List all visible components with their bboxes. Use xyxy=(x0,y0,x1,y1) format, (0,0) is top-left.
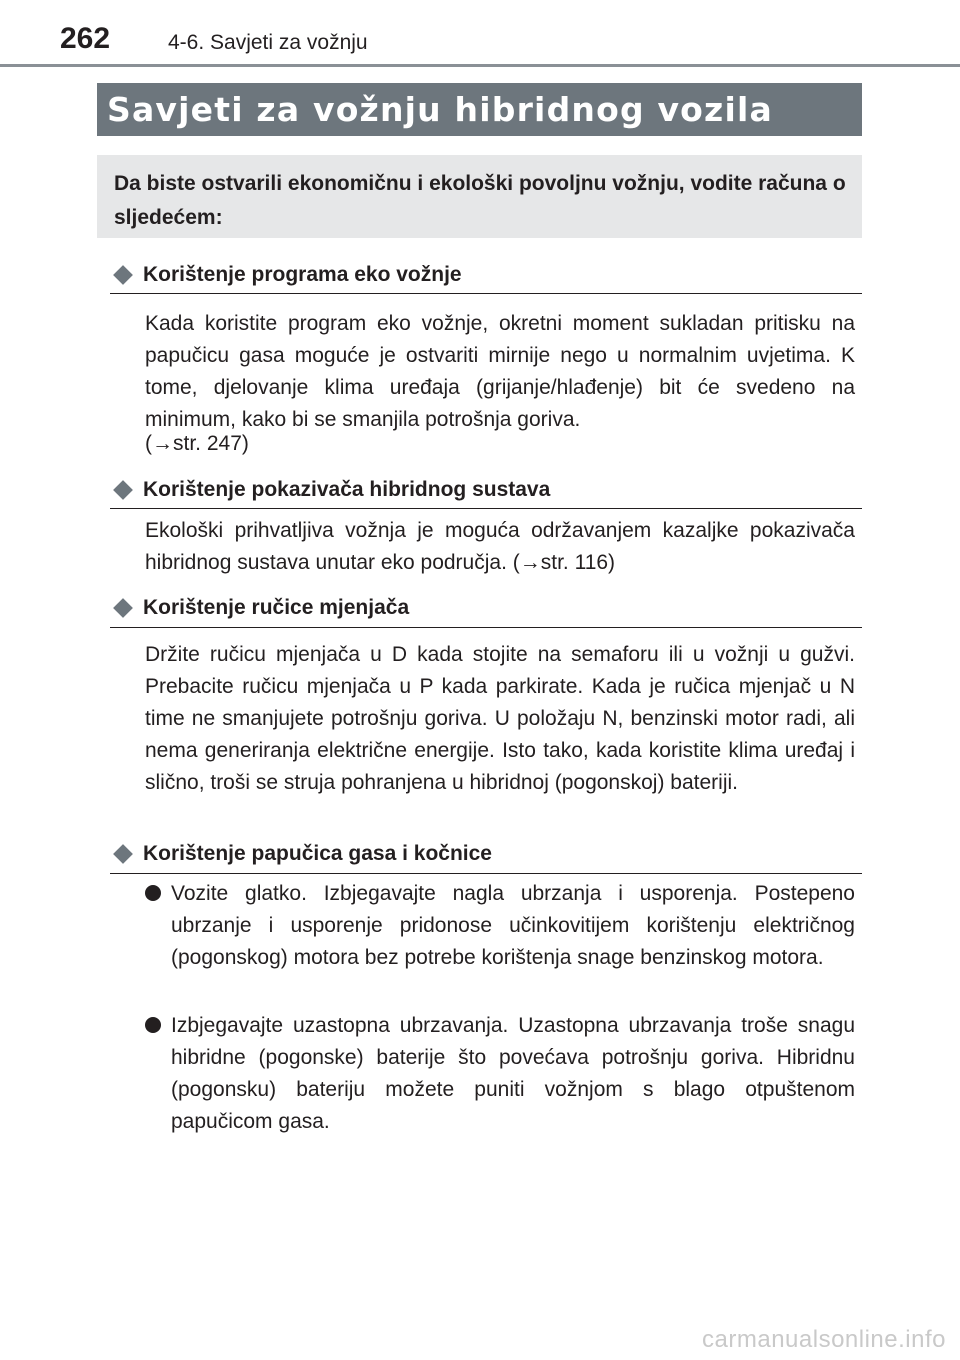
sub-heading-text: Korištenje programa eko vožnje xyxy=(143,263,462,286)
sub-heading-text: Korištenje papučica gasa i kočnice xyxy=(143,842,492,865)
intro-box xyxy=(97,155,862,238)
sub-heading-rule xyxy=(110,627,862,628)
sub-heading-text: Korištenje pokazivača hibridnog sustava xyxy=(143,478,551,501)
diamond-icon xyxy=(113,480,133,500)
section-paragraph: Držite ručicu mjenjača u D kada stojite na semaforu ili u vožnji u gužvi. Prebacite ručicu mjenjača u P kada parkirate. Kada je ručica mjenjač u N time ne smanjujete potrošnju goriva. U položaju N, benzinski motor radi, ali nema generiranja električne energije. Isto tako, kada koristite klima uređaj i slično, troši se struja pohranjena u hibridnoj (pogonskoj) bateriji. xyxy=(145,643,855,794)
bullet-text: Izbjegavajte uzastopna ubrzavanja. Uzastopna ubrzavanja troše snagu hibridne (pogonske) baterije što povećava potrošnju goriva. Hibridnu (pogonsku) bateriju možete puniti vožnjom s blago otpuštenom papučicom gasa. xyxy=(171,1014,855,1133)
sub-heading-eco-program xyxy=(110,257,862,293)
page-number: 262 xyxy=(60,22,111,55)
diamond-icon xyxy=(113,598,133,618)
watermark: carmanualsonline.info xyxy=(702,1326,946,1353)
sub-heading-rule xyxy=(110,293,862,294)
page-title: Savjeti za vožnju hibridnog vozila xyxy=(107,90,773,129)
section-paragraph: Kada koristite program eko vožnje, okretni moment sukladan pritisku na papučicu gasa moguće je ostvariti mirnije nego u normalnim uvjetima. K tome, djelovanje klima uređaja (grijanje/hlađenje) bit će svedeno na minimum, kako bi se smanjila potrošnja goriva. xyxy=(145,312,855,431)
bullet-dot-icon xyxy=(145,885,161,901)
sub-heading-pedals xyxy=(110,836,862,872)
list-item xyxy=(145,1010,855,1138)
sub-heading-rule xyxy=(110,873,862,874)
page-reference: (→str. 247) xyxy=(145,432,249,455)
bullet-dot-icon xyxy=(145,1017,161,1033)
sub-heading-text: Korištenje ručice mjenjača xyxy=(143,596,410,619)
intro-text: Da biste ostvarili ekonomičnu i ekološki povoljnu vožnju, vodite računa o sljedećem: xyxy=(114,172,846,229)
list-item xyxy=(145,878,855,974)
title-bar xyxy=(97,83,862,136)
sub-heading-shift-lever xyxy=(110,590,862,626)
diamond-icon xyxy=(113,844,133,864)
sub-heading-hybrid-indicator xyxy=(110,472,862,508)
section-paragraph: Ekološki prihvatljiva vožnja je moguća održavanjem kazaljke pokazivača hibridnog sustava unutar eko područja. (→str. 116) xyxy=(145,519,855,574)
diamond-icon xyxy=(113,265,133,285)
section-label: 4-6. Savjeti za vožnju xyxy=(168,31,368,54)
bullet-text: Vozite glatko. Izbjegavajte nagla ubrzanja i usporenja. Postepeno ubrzanje i usporenje pridonose učinkovitijem korištenju električnog (pogonskog) motora bez potrebe korištenja snage benzinskog motora. xyxy=(171,882,855,969)
header-rule xyxy=(0,64,960,67)
sub-heading-rule xyxy=(110,508,862,509)
